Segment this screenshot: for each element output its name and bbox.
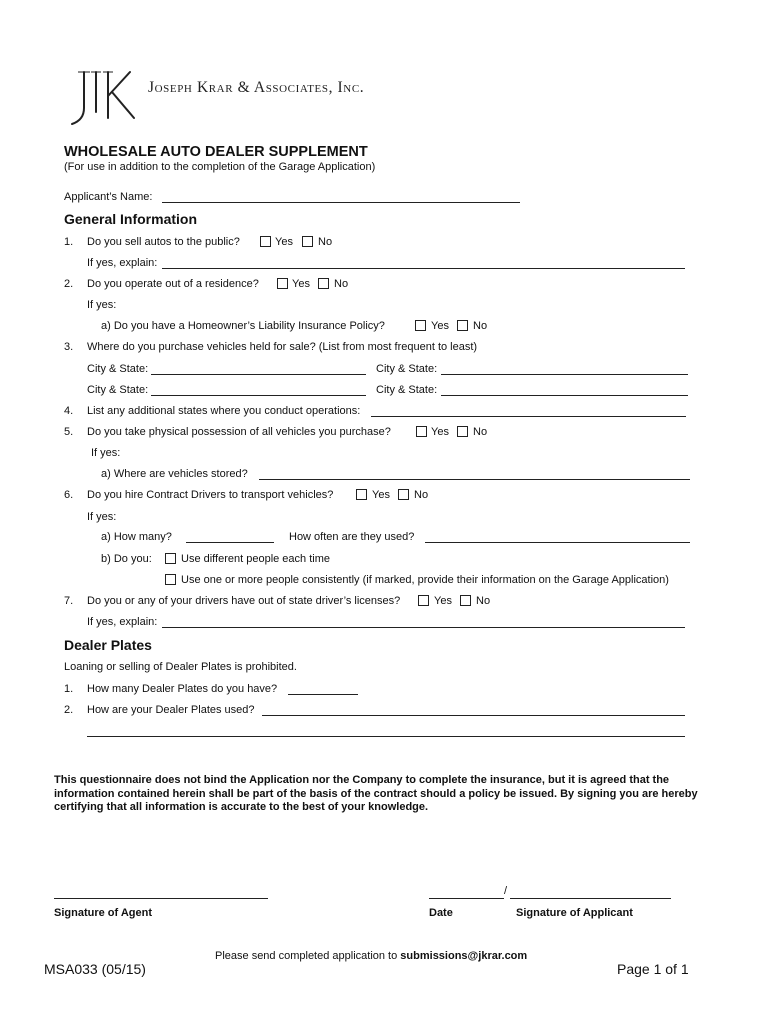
applicant-name-field[interactable]	[162, 202, 520, 203]
q6b-option1-label: Use different people each time	[181, 553, 330, 565]
q2-no-checkbox[interactable]	[318, 278, 329, 289]
q6a-text: a) How many?	[101, 531, 172, 543]
q5-no-label: No	[473, 426, 488, 438]
q1-yes-label: Yes	[275, 236, 293, 248]
q1-explain-field[interactable]	[162, 268, 685, 269]
q6b-option2-label: Use one or more people consistently (if marked, provide their information on the Garage Application)	[181, 574, 669, 586]
q3-number: 3.	[64, 341, 74, 353]
q6-yes-checkbox[interactable]	[356, 489, 367, 500]
q2a-no-checkbox[interactable]	[457, 320, 468, 331]
q6b-option2-checkbox[interactable]	[165, 574, 176, 585]
q6-no-label: No	[414, 489, 429, 501]
q4-states-field[interactable]	[371, 416, 686, 417]
q7-text: Do you or any of your drivers have out of state driver’s licenses?	[87, 595, 401, 607]
q5-no-checkbox[interactable]	[457, 426, 468, 437]
q4-text: List any additional states where you conduct operations:	[87, 405, 361, 417]
q3-city-state-field-4[interactable]	[441, 395, 688, 396]
q6-how-often-label: How often are they used?	[289, 531, 415, 543]
q5-text: Do you take physical possession of all vehicles you purchase?	[87, 426, 391, 438]
q5a-storage-field[interactable]	[259, 479, 690, 480]
q7-yes-checkbox[interactable]	[418, 595, 429, 606]
company-logo	[64, 68, 138, 126]
dealer-plates-heading: Dealer Plates	[64, 637, 152, 653]
q7-explain-field[interactable]	[162, 627, 685, 628]
q3-city-state-field-2[interactable]	[441, 374, 688, 375]
q7-number: 7.	[64, 595, 74, 607]
q4-number: 4.	[64, 405, 74, 417]
q3-city-state-label-3: City & State:	[87, 384, 149, 396]
applicant-name-label: Applicant’s Name:	[64, 191, 153, 203]
q6-number: 6.	[64, 489, 74, 501]
q7-yes-label: Yes	[434, 595, 452, 607]
q6b-option1-checkbox[interactable]	[165, 553, 176, 564]
q5-yes-label: Yes	[431, 426, 449, 438]
q6-no-checkbox[interactable]	[398, 489, 409, 500]
dp-q1-field[interactable]	[288, 694, 358, 695]
q2-number: 2.	[64, 278, 74, 290]
dp-q2-field[interactable]	[262, 715, 685, 716]
q6-text: Do you hire Contract Drivers to transport vehicles?	[87, 489, 334, 501]
q2a-yes-label: Yes	[431, 320, 449, 332]
company-name: Joseph Krar & Associates, Inc.	[148, 79, 365, 96]
send-instructions	[215, 950, 527, 962]
general-info-heading: General Information	[64, 211, 198, 227]
q5-yes-checkbox[interactable]	[416, 426, 427, 437]
q6-if-yes-label: If yes:	[87, 511, 117, 523]
dp-q2-number: 2.	[64, 704, 74, 716]
q2-yes-label: Yes	[292, 278, 310, 290]
agent-signature-label: Signature of Agent	[54, 907, 152, 919]
q2a-text: a) Do you have a Homeowner’s Liability Insurance Policy?	[101, 320, 385, 332]
form-subtitle: (For use in addition to the completion of the Garage Application)	[64, 161, 376, 173]
q1-explain-label: If yes, explain:	[87, 257, 158, 269]
form-title: WHOLESALE AUTO DEALER SUPPLEMENT	[64, 144, 368, 160]
applicant-signature-field[interactable]	[510, 898, 671, 899]
submission-email-link[interactable]: submissions@jkrar.com	[400, 950, 528, 962]
dp-q2-field-continued[interactable]	[87, 736, 685, 737]
q1-number: 1.	[64, 236, 74, 248]
q6b-text: b) Do you:	[101, 553, 152, 565]
q3-city-state-field-3[interactable]	[151, 395, 366, 396]
q6a-how-many-field[interactable]	[186, 542, 274, 543]
q1-no-checkbox[interactable]	[302, 236, 313, 247]
dp-q1-text: How many Dealer Plates do you have?	[87, 683, 278, 695]
q7-explain-label: If yes, explain:	[87, 616, 158, 628]
q1-yes-checkbox[interactable]	[260, 236, 271, 247]
agent-signature-field[interactable]	[54, 898, 268, 899]
applicant-signature-label: Signature of Applicant	[516, 907, 633, 919]
q2-no-label: No	[334, 278, 349, 290]
q3-city-state-label-4: City & State:	[376, 384, 438, 396]
q2-yes-checkbox[interactable]	[277, 278, 288, 289]
date-label: Date	[429, 907, 453, 919]
q2a-no-label: No	[473, 320, 488, 332]
disclaimer-text: This questionnaire does not bind the Application nor the Company to complete the insurance, but it is agreed that the information contained herein shall be part of the basis of the contract should a policy be issued. By signing you are hereby certifying that all information is accurate to the best of your knowledge.	[54, 774, 698, 813]
q6-yes-label: Yes	[372, 489, 390, 501]
dp-q2-text: How are your Dealer Plates used?	[87, 704, 255, 716]
date-field[interactable]	[429, 898, 504, 899]
q3-text: Where do you purchase vehicles held for sale? (List from most frequent to least)	[87, 341, 478, 353]
dealer-plates-note: Loaning or selling of Dealer Plates is prohibited.	[64, 661, 297, 673]
signature-slash: /	[504, 885, 508, 897]
send-prefix: Please send completed application to	[215, 950, 401, 962]
q5a-text: a) Where are vehicles stored?	[101, 468, 248, 480]
dp-q1-number: 1.	[64, 683, 74, 695]
q1-no-label: No	[318, 236, 333, 248]
q2-if-yes-label: If yes:	[87, 299, 117, 311]
q3-city-state-field-1[interactable]	[151, 374, 366, 375]
q6-how-often-field[interactable]	[425, 542, 690, 543]
q3-city-state-label-2: City & State:	[376, 363, 438, 375]
q1-text: Do you sell autos to the public?	[87, 236, 240, 248]
q5-number: 5.	[64, 426, 74, 438]
form-code: MSA033 (05/15)	[44, 961, 146, 977]
q5-if-yes-label: If yes:	[91, 447, 121, 459]
q3-city-state-label-1: City & State:	[87, 363, 149, 375]
q2-text: Do you operate out of a residence?	[87, 278, 259, 290]
q2a-yes-checkbox[interactable]	[415, 320, 426, 331]
q7-no-label: No	[476, 595, 491, 607]
q7-no-checkbox[interactable]	[460, 595, 471, 606]
page-number: Page 1 of 1	[617, 961, 689, 977]
